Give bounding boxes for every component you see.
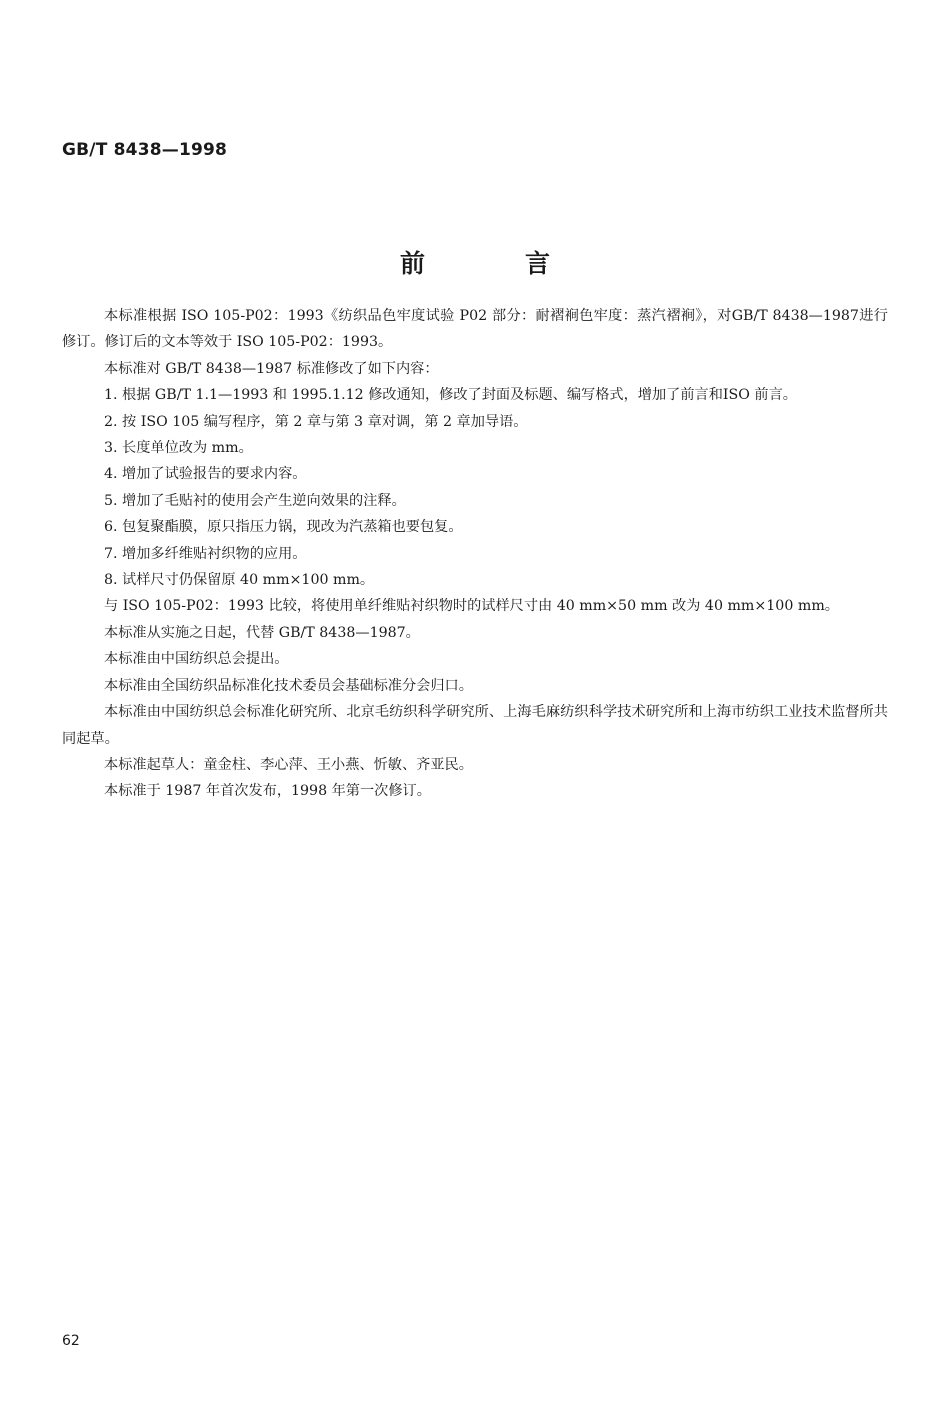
- paragraph-basis: 本标准根据 ISO 105-P02：1993《纺织品色牢度试验 P02 部分：耐褶裥色牢度：蒸汽褶裥》，对GB/T 8438—1987进行修订。修订后的文本等效于 ISO 105-P02：1993。: [62, 308, 888, 351]
- paragraph-changes-intro: 本标准对 GB/T 8438—1987 标准修改了如下内容：: [104, 360, 439, 377]
- page-title: 前言: [399, 249, 650, 278]
- list-item-1: 1. 根据 GB/T 1.1—1993 和 1995.1.12 修改通知，修改了封面及标题、编写格式，增加了前言和ISO 前言。: [104, 387, 797, 404]
- paragraph-history: 本标准于 1987 年首次发布，1998 年第一次修订。: [104, 783, 431, 800]
- paragraph-drafted-by: 本标准由中国纺织总会标准化研究所、北京毛纺织科学研究所、上海毛麻纺织科学技术研究所和上海市纺织工业技术监督所共同起草。: [62, 704, 888, 747]
- list-item-4: 4. 增加了试验报告的要求内容。: [104, 466, 307, 483]
- list-item-2: 2. 按 ISO 105 编写程序，第 2 章与第 3 章对调，第 2 章加导语。: [104, 413, 528, 430]
- preface-body: [62, 303, 888, 805]
- list-item-7: 7. 增加多纤维贴衬织物的应用。: [104, 545, 307, 562]
- page-number: 62: [62, 1333, 80, 1349]
- list-item-5: 5. 增加了毛贴衬的使用会产生逆向效果的注释。: [104, 492, 406, 509]
- paragraph-administered-by: 本标准由全国纺织品标准化技术委员会基础标准分会归口。: [104, 677, 473, 694]
- standard-code: GB/T 8438—1998: [62, 140, 228, 160]
- paragraph-replaces: 本标准从实施之日起，代替 GB/T 8438—1987。: [104, 624, 420, 641]
- list-item-8: 8. 试样尺寸仍保留原 40 mm×100 mm。: [104, 572, 375, 589]
- paragraph-iso-comparison: 与 ISO 105-P02：1993 比较，将使用单纤维贴衬织物时的试样尺寸由 40 mm×50 mm 改为 40 mm×100 mm。: [104, 598, 839, 615]
- list-item-6: 6. 包复聚酯膜，原只指压力锅，现改为汽蒸箱也要包复。: [104, 519, 463, 536]
- list-item-3: 3. 长度单位改为 mm。: [104, 440, 253, 457]
- paragraph-proposed-by: 本标准由中国纺织总会提出。: [104, 651, 289, 668]
- paragraph-drafters: 本标准起草人：童金柱、李心萍、王小燕、忻敏、齐亚民。: [104, 756, 473, 773]
